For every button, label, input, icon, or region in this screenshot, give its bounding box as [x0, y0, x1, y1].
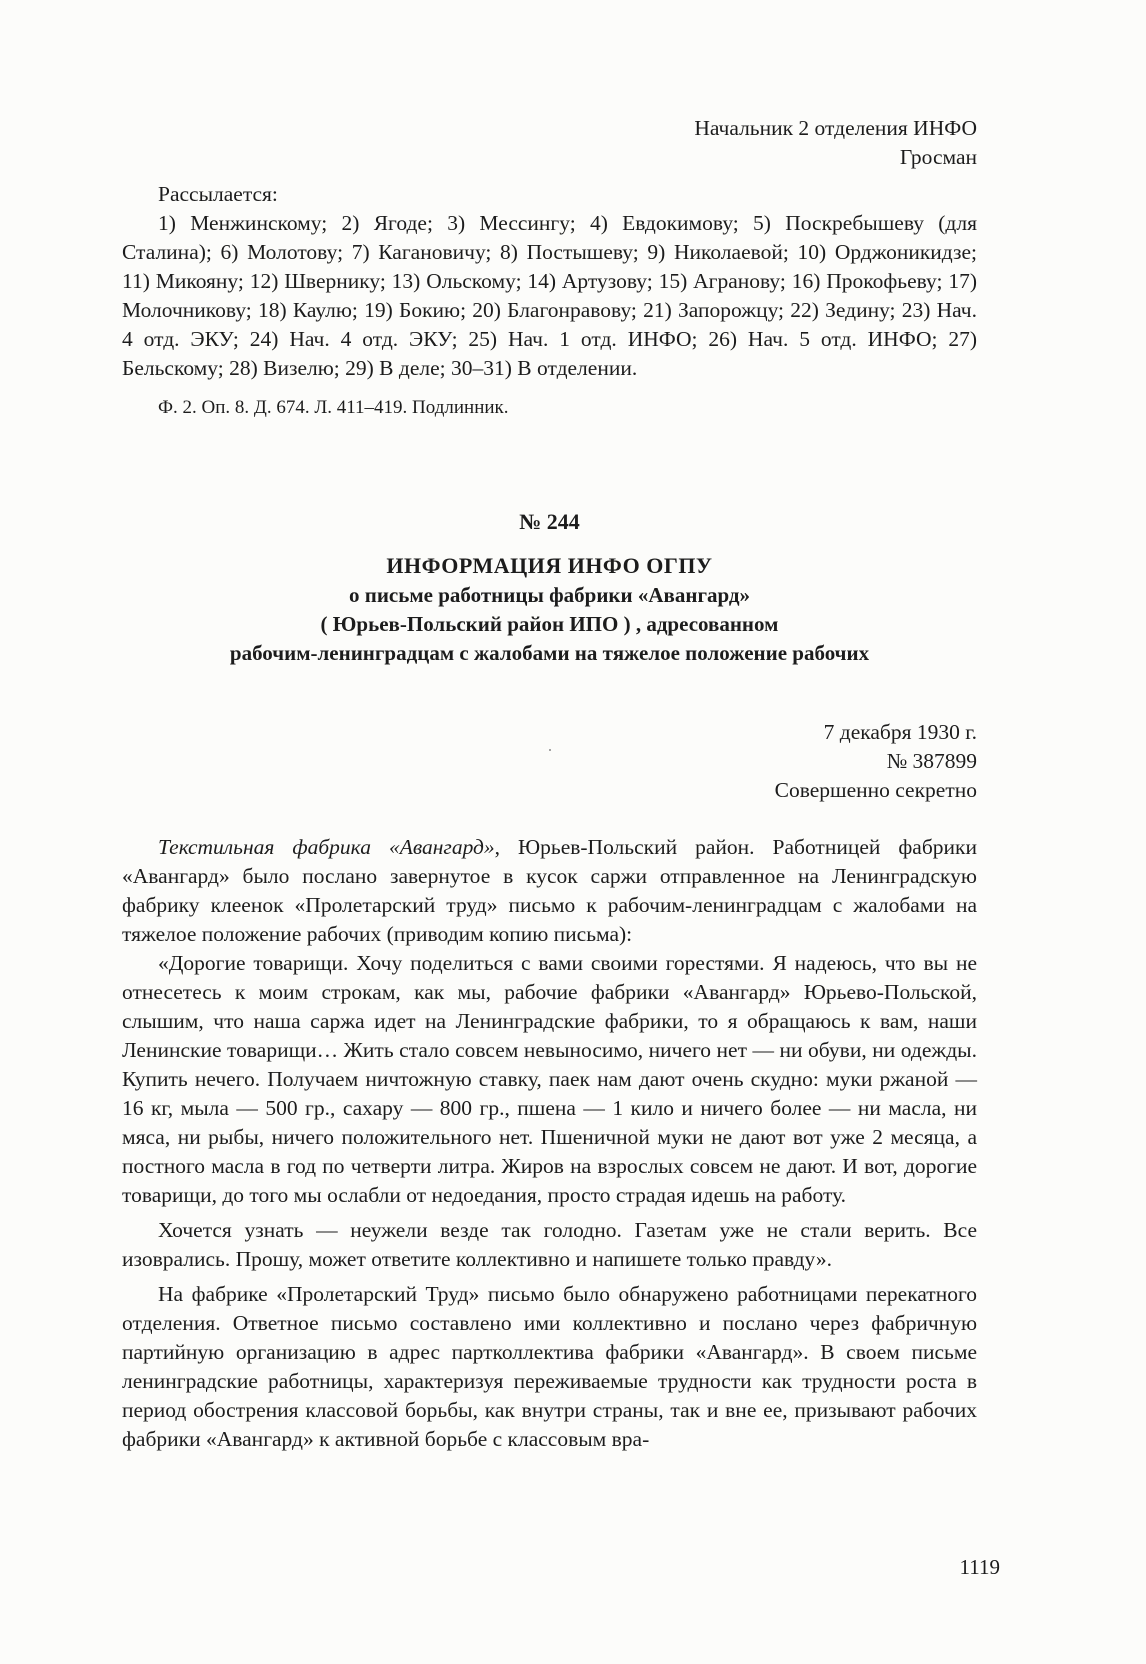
signatory-position: Начальник 2 отделения ИНФО — [694, 116, 977, 140]
document-subtitle-line: ( Юрьев-Польский район ИПО ) , адресованном — [320, 612, 779, 636]
page-content — [122, 114, 977, 1454]
classification-stamp: Совершенно секретно — [774, 778, 977, 802]
registration-number: № 387899 — [886, 749, 977, 773]
archival-source: Ф. 2. Оп. 8. Д. 674. Л. 411–419. Подлинник. — [158, 397, 509, 418]
letter-paragraph: «Дорогие товарищи. Хочу поделиться с вами своими горестями. Я надеюсь, что вы не отнесетесь к моим строкам, как мы, рабочие фабрики «Авангард» Юрьево-Польской, слышим, что наша саржа идет на Ленинградские фабрики, то я обращаюсь к вам, наши Ленинские товарищи… Жить стало совсем невыносимо, ничего нет — ни обуви, ни одежды. Купить нечего. Получаем ничтожную ставку, паек нам дают очень скудно: муки ржаной — 16 кг, мыла — 500 гр., сахару — 800 гр., пшена — 1 кило и ничего более — ни масла, ни мяса, ни рыбы, ничего положительного нет. Пшеничной муки не дают вот уже 2 месяца, а постного масла в год по четверти литра. Жиров на взрослых совсем не дают. И вот, дорогие товарищи, до того мы ослабли от недоедания, просто страдая идешь на работу. — [122, 951, 977, 1207]
page-number: 1119 — [959, 1555, 1000, 1579]
intro-text: , Юрьев-Польский район. Работницей фабрики «Авангард» было послано завернутое в кусок саржи отправленное на Ленинградскую фабрику клеенок «Пролетарский труд» письмо к рабочим-ленинградцам с жалобами на тяжелое положение рабочих (приводим копию письма): — [122, 835, 977, 946]
document-subtitle-line: рабочим-ленинградцам с жалобами на тяжелое положение рабочих — [229, 641, 870, 665]
letter-paragraph: Хочется узнать — неужели везде так голодно. Газетам уже не стали верить. Все изоврались. Прошу, может ответите коллективно и напишете только правду». — [122, 1218, 977, 1271]
distribution-list: 1) Менжинскому; 2) Ягоде; 3) Мессингу; 4) Евдокимову; 5) Поскребышеву (для Сталина); 6) Молотову; 7) Кагановичу; 8) Постышеву; 9) Николаевой; 10) Орджоникидзе; 11) Микояну; 12) Швернику; 13) Ольскому; 14) Артузову; 15) Агранову; 16) Прокофьеву; 17) Молочникову; 18) Каулю; 19) Бокию; 20) Благонравову; 21) Запорожцу; 22) Зедину; 23) Нач. 4 отд. ЭКУ; 24) Нач. 4 отд. ЭКУ; 25) Нач. 1 отд. ИНФО; 26) Нач. 5 отд. ИНФО; 27) Бельскому; 28) Визелю; 29) В деле; 30–31) В отделении. — [122, 211, 977, 380]
distribution-label: Рассылается: — [158, 182, 278, 206]
document-meta — [122, 718, 977, 805]
intro-italic: Текстильная фабрика «Авангард» — [158, 835, 495, 859]
document-date: 7 декабря 1930 г. — [823, 720, 977, 744]
body-paragraph: На фабрике «Пролетарский Труд» письмо было обнаружено работницами перекатного отделения. Ответное письмо составлено ими коллективно и послано через фабричную партийную организацию в адрес партколлектива фабрики «Авангард». В своем письме ленинградские работницы, характеризуя переживаемые трудности как трудности роста в период обострения классовой борьбы, как внутри страны, так и вне ее, призывают рабочих фабрики «Авангард» к активной борьбе с классовым вра- — [122, 1282, 977, 1451]
intro-paragraph — [122, 833, 977, 949]
document-number: № 244 — [519, 509, 580, 534]
document-title: ИНФОРМАЦИЯ ИНФО ОГПУ — [386, 553, 713, 578]
signatory-name: Гросман — [899, 145, 977, 169]
document-subtitle-line: о письме работницы фабрики «Авангард» — [348, 583, 751, 607]
